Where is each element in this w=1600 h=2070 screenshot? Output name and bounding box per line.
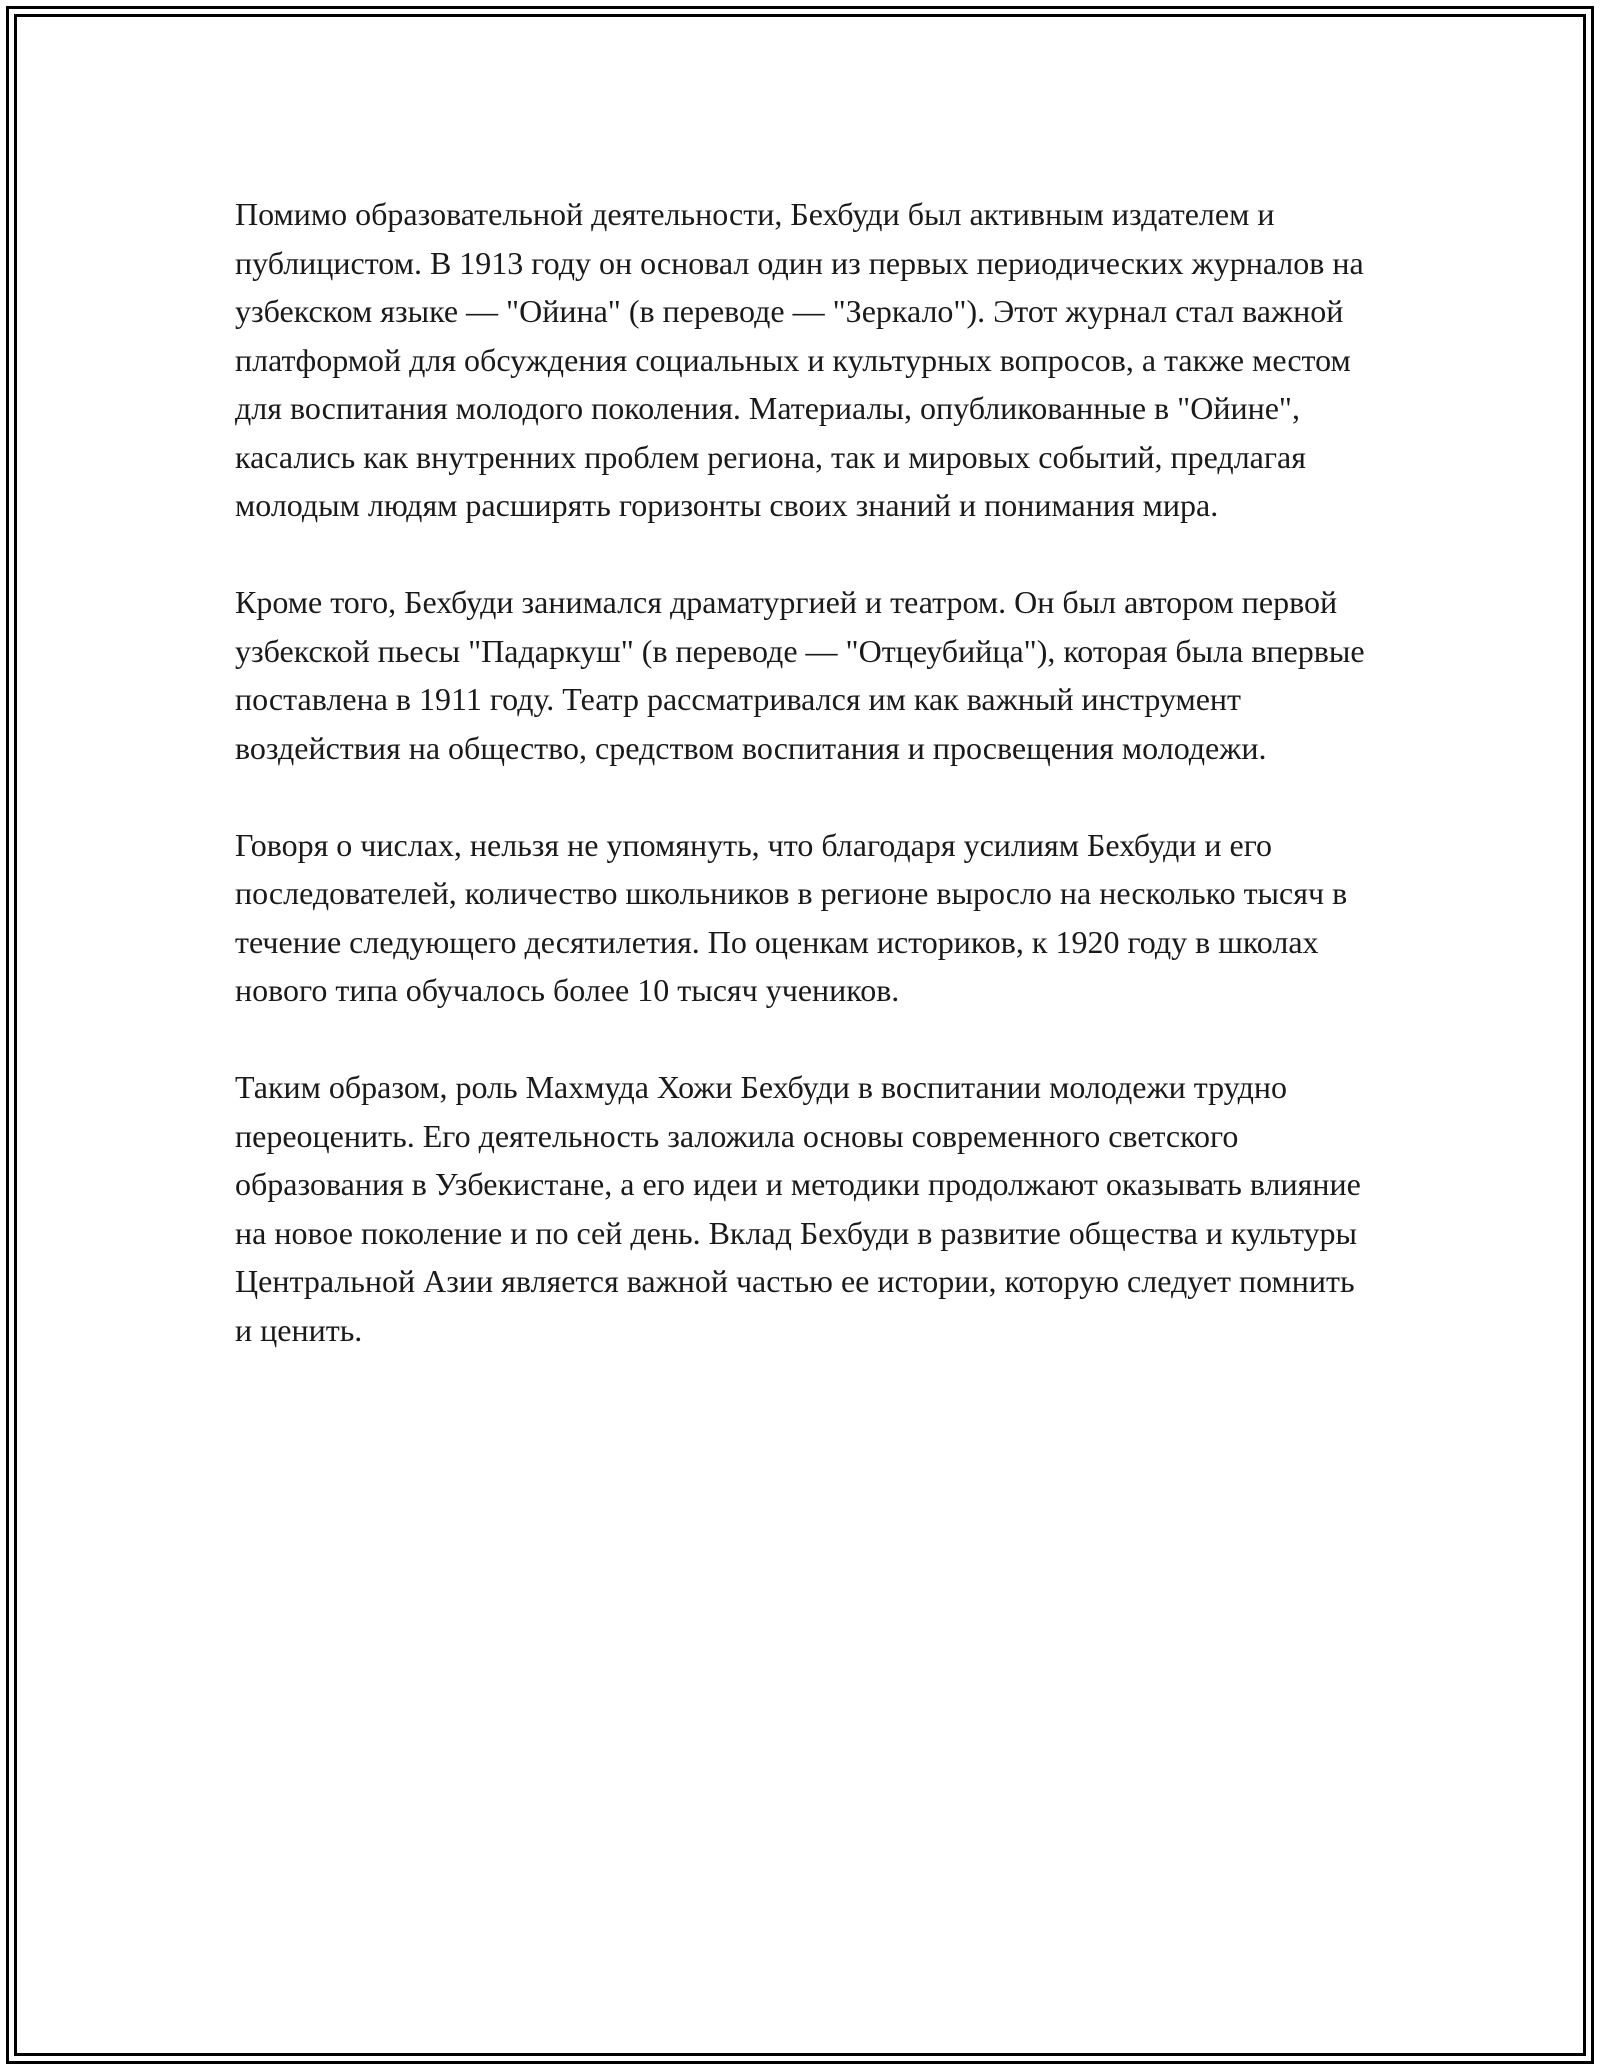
paragraph-conclusion: Таким образом, роль Махмуда Хожи Бехбуди в воспитании молодежи трудно переоценить. Его деятельность заложила основы современного светского образования в Узбекистане, а его идеи и методики продолжают оказывать влияние на новое поколение и по сей день. Вклад Бехбуди в развитие общества и культуры Центральной Азии является важной частью ее истории, которую следует помнить и ценить.: [235, 1069, 1361, 1348]
document-body: [235, 190, 1375, 1354]
paragraph-numbers: Говоря о числах, нельзя не упомянуть, что благодаря усилиям Бехбуди и его последователей, количество школьников в регионе выросло на несколько тысяч в течение следующего десятилетия. По оценкам историков, к 1920 году в школах нового типа обучалось более 10 тысяч учеников.: [235, 826, 1348, 1008]
paragraph-theatre: Кроме того, Бехбуди занимался драматургией и театром. Он был автором первой узбекской пьесы "Падаркуш" (в переводе — "Отцеубийца"), которая была впервые поставлена в 1911 году. Театр рассматривался им как важный инструмент воздействия на общество, средством воспитания и просвещения молодежи.: [235, 584, 1365, 766]
paragraph-publishing: Помимо образовательной деятельности, Бехбуди был активным издателем и публицистом. В 1913 году он основал один из первых периодических журналов на узбекском языке — "Ойина" (в переводе — "Зеркало"). Этот журнал стал важной платформой для обсуждения социальных и культурных вопросов, а также местом для воспитания молодого поколения. Материалы, опубликованные в "Ойине", касались как внутренних проблем региона, так и мировых событий, предлагая молодым людям расширять горизонты своих знаний и понимания мира.: [235, 196, 1364, 523]
